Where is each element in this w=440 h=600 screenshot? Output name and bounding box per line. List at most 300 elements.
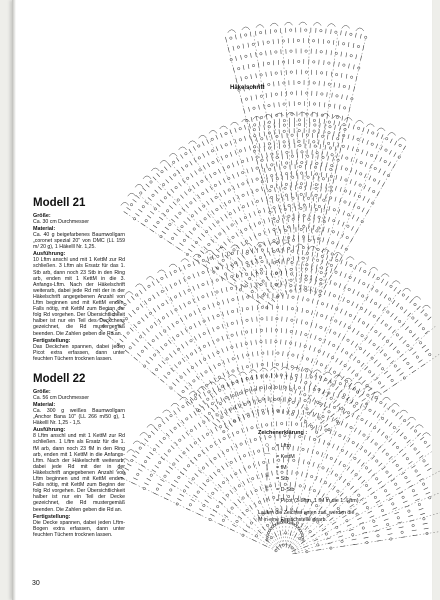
model22-fan-stitch [263, 545, 267, 547]
model21-fan-stitch [254, 246, 256, 250]
middle-fan-chain [231, 334, 233, 336]
middle-fan-stitch [321, 420, 325, 423]
model21-fan-stitch [252, 274, 255, 278]
model22-fan-chain [381, 509, 383, 511]
model21-fan-stitch [269, 251, 271, 256]
middle-fan-stitch [157, 305, 160, 309]
upper-wedge-stitch [274, 124, 275, 129]
model21-fan-stitch [216, 135, 218, 139]
model22-fan-stitch [226, 478, 229, 482]
upper-wedge-stitch [331, 50, 332, 55]
model22-fan-stitch [180, 494, 184, 496]
model22-fan-stitch [385, 419, 388, 423]
middle-fan-stitch [153, 308, 156, 312]
model21-fan-stitch [390, 139, 392, 143]
model22-fan-chain [163, 437, 165, 439]
model21-fan-stitch [350, 179, 352, 184]
model22-fan-chain [310, 425, 312, 427]
upper-wedge-chain [291, 155, 293, 157]
middle-fan-stitch [228, 358, 230, 363]
upper-wedge-chain [245, 55, 247, 57]
model-22-size-heading: Größe: [33, 389, 51, 395]
model21-fan-stitch [367, 129, 369, 134]
model22-fan-stitch [378, 481, 382, 484]
upper-wedge-stitch [263, 62, 264, 67]
middle-fan-chain [336, 308, 338, 310]
model21-fan-stitch [235, 128, 237, 133]
middle-fan-chain [247, 296, 249, 298]
model21-fan-chain [332, 242, 334, 244]
upper-wedge-chain [275, 51, 277, 53]
model22-fan-chain [148, 435, 150, 437]
model21-fan-chain [300, 183, 302, 185]
model21-fan-chain [214, 172, 216, 174]
middle-fan-scallop [422, 305, 430, 308]
middle-fan-chain [290, 284, 292, 286]
model21-fan-stitch [191, 245, 195, 248]
upper-wedge-chain [330, 168, 332, 170]
model21-fan-chain [315, 194, 317, 196]
middle-fan-stitch [212, 279, 213, 284]
upper-wedge-stitch [321, 208, 322, 213]
middle-fan-chain [217, 302, 219, 304]
model22-fan-stitch [219, 439, 221, 443]
model21-fan-chain [283, 141, 285, 143]
upper-wedge-scallop [299, 22, 307, 25]
middle-fan-stitch [400, 373, 404, 376]
model22-fan-stitch [338, 407, 340, 412]
model21-fan-chain [370, 154, 372, 156]
middle-fan-stitch [416, 337, 420, 340]
upper-wedge-chain [252, 43, 254, 45]
model21-fan-stitch [269, 218, 270, 223]
model21-fan-stitch [324, 119, 325, 124]
middle-fan-chain [306, 408, 308, 410]
middle-fan-stitch [390, 343, 393, 346]
model21-fan-stitch [244, 125, 245, 130]
model22-fan-chain [395, 483, 397, 485]
middle-fan-stitch [208, 355, 210, 359]
model22-fan-stitch [377, 414, 380, 418]
upper-wedge-stitch [272, 156, 273, 161]
model21-fan-chain [190, 202, 192, 204]
middle-fan-chain [317, 401, 319, 403]
model21-fan-chain [198, 145, 200, 147]
model21-fan-stitch [349, 202, 351, 207]
upper-wedge-chain [313, 82, 315, 84]
upper-wedge-chain [290, 71, 292, 73]
model21-fan-stitch [283, 247, 284, 252]
model22-fan-stitch [221, 411, 223, 415]
model21-fan-stitch [196, 182, 199, 186]
center-ring-chain [270, 528, 272, 530]
middle-fan-chain [262, 295, 264, 297]
middle-fan-stitch [301, 367, 302, 372]
middle-fan-chain [261, 260, 263, 262]
model21-fan-stitch [377, 133, 379, 138]
middle-fan-stitch [316, 324, 317, 329]
upper-wedge-stitch [225, 37, 226, 42]
model21-fan-chain [288, 226, 290, 228]
model21-fan-chain [285, 183, 287, 185]
middle-fan-stitch [172, 323, 175, 327]
model22-fan-stitch [258, 412, 259, 417]
model21-fan-stitch [353, 125, 354, 130]
model21-fan-chain [346, 236, 348, 238]
model22-fan-chain [356, 402, 358, 404]
middle-fan-chain [291, 308, 293, 310]
model22-fan-stitch [185, 485, 189, 488]
model21-fan-chain [239, 128, 241, 130]
model21-fan-stitch [339, 121, 340, 126]
model22-fan-stitch [392, 442, 395, 445]
middle-fan-stitch [296, 377, 297, 382]
middle-fan-chain [162, 303, 164, 305]
model21-fan-stitch [207, 151, 209, 155]
middle-fan-scallop [283, 243, 291, 246]
middle-fan-chain [306, 252, 308, 254]
middle-fan-stitch [425, 349, 429, 352]
middle-fan-chain [321, 255, 323, 257]
middle-fan-stitch [310, 334, 311, 339]
model22-fan-chain [341, 540, 343, 542]
middle-fan-chain [305, 275, 307, 277]
upper-wedge-stitch [320, 144, 321, 149]
upper-wedge-chain [276, 178, 278, 180]
model21-fan-stitch [174, 233, 178, 236]
upper-wedge-chain [275, 93, 277, 95]
model-21-size-text: Ca. 30 cm Durchmesser [33, 219, 89, 225]
upper-wedge-chain [313, 61, 315, 63]
middle-fan-stitch [328, 341, 330, 345]
model21-fan-stitch [187, 218, 190, 221]
model21-fan-chain [303, 215, 305, 217]
model22-fan-stitch [254, 503, 256, 507]
model22-fan-stitch [250, 389, 251, 394]
upper-wedge-chain [276, 199, 278, 201]
middle-fan-stitch [380, 292, 383, 296]
middle-fan-stitch [251, 329, 252, 334]
model22-fan-stitch [253, 518, 256, 522]
middle-fan-stitch [226, 347, 228, 352]
middle-fan-chain [177, 335, 179, 337]
middle-fan-stitch [237, 320, 238, 325]
model22-fan-stitch [264, 386, 265, 391]
middle-fan-stitch [199, 334, 201, 338]
model22-fan-chain [412, 524, 414, 526]
model22-fan-chain [339, 383, 341, 385]
middle-fan-chain [174, 283, 176, 285]
middle-fan-stitch [339, 321, 341, 325]
model21-fan-chain [298, 140, 300, 142]
model21-fan-chain [320, 271, 322, 273]
model22-fan-stitch [253, 463, 255, 468]
model22-fan-stitch [155, 428, 158, 431]
model21-fan-stitch [351, 226, 353, 230]
model21-fan-stitch [259, 122, 260, 127]
middle-fan-chain [231, 275, 233, 277]
model21-fan-stitch [268, 229, 270, 234]
model22-fan-chain [381, 417, 383, 419]
model22-fan-stitch [226, 463, 229, 467]
model22-fan-stitch [388, 475, 392, 478]
model22-fan-chain [216, 414, 218, 416]
model22-fan-stitch [214, 488, 218, 491]
middle-fan-chain [361, 335, 363, 337]
upper-wedge-stitch [251, 96, 252, 101]
model21-fan-chain [283, 130, 285, 132]
model21-fan-stitch [133, 199, 137, 202]
model-22-size-text: Ca. 56 cm Durchmesser [33, 395, 89, 401]
model21-fan-stitch [225, 214, 228, 218]
middle-fan-stitch [300, 417, 303, 421]
model21-fan-chain [161, 171, 163, 173]
model21-fan-stitch [314, 225, 315, 230]
upper-wedge-stitch [283, 239, 284, 244]
model21-fan-chain [228, 201, 230, 203]
model21-fan-chain [360, 173, 362, 175]
model22-fan-stitch [384, 519, 389, 521]
middle-fan-chain [375, 330, 377, 332]
model22-fan-stitch [194, 411, 197, 415]
model21-fan-scallop [169, 153, 177, 156]
model21-fan-stitch [157, 173, 160, 177]
model21-fan-spoke [139, 195, 269, 304]
model22-fan-stitch [304, 386, 305, 391]
model21-fan-stitch [223, 179, 225, 183]
model-22-material-text: Ca. 300 g weißes Baumwollgarn „Anchor Bana 10" (LL 266 m/50 g), 1 Häkelll Nr. 1,25 - 1,5. [33, 408, 125, 427]
middle-fan-stitch [134, 324, 137, 328]
model21-fan-chain [285, 173, 287, 175]
model21-fan-stitch [235, 139, 237, 144]
middle-fan-stitch [183, 372, 186, 376]
model22-fan-stitch [368, 511, 372, 513]
model21-fan-stitch [210, 186, 213, 190]
model22-fan-stitch [224, 515, 228, 518]
model22-fan-stitch [235, 392, 236, 397]
upper-wedge-stitch [251, 74, 252, 79]
middle-fan-stitch [223, 373, 225, 377]
middle-fan-stitch [153, 295, 156, 299]
model22-fan-scallop [422, 433, 430, 436]
model22-fan-stitch [420, 437, 424, 440]
middle-fan-stitch [301, 320, 302, 325]
model22-fan-chain [164, 475, 166, 477]
model22-fan-chain [376, 478, 378, 480]
model22-fan-chain [237, 431, 239, 433]
model22-fan-stitch [247, 479, 249, 483]
upper-wedge-chain [343, 85, 345, 87]
middle-fan-stitch [242, 249, 243, 254]
model22-fan-stitch [378, 446, 381, 450]
upper-wedge-scallop [242, 27, 250, 30]
legend-title: Zeichenerklärung : [258, 430, 308, 436]
middle-fan-stitch [340, 361, 343, 365]
middle-fan-chain [414, 303, 416, 305]
model22-fan-scallop [239, 372, 247, 375]
middle-fan-stitch [348, 367, 351, 371]
middle-fan-stitch [412, 334, 416, 337]
model21-fan-chain [251, 291, 253, 293]
model21-fan-scallop [160, 160, 168, 163]
model22-fan-stitch [265, 398, 266, 403]
middle-fan-stitch [179, 267, 181, 271]
model21-fan-stitch [336, 164, 337, 169]
model22-fan-spoke [122, 478, 276, 551]
upper-wedge-stitch [347, 95, 348, 100]
model22-fan-stitch [175, 459, 179, 462]
model21-fan-stitch [249, 213, 251, 217]
model22-fan-stitch [155, 465, 159, 468]
model21-fan-chain [245, 228, 247, 230]
model21-fan-stitch [171, 189, 174, 193]
model21-fan-chain [232, 236, 234, 238]
model22-fan-chain [183, 452, 185, 454]
middle-fan-chain [232, 370, 234, 372]
middle-fan-stitch [311, 359, 313, 364]
model21-fan-spoke [190, 151, 279, 296]
model22-fan-chain [376, 460, 378, 462]
middle-fan-stitch [142, 332, 145, 336]
model22-fan-chain [265, 375, 267, 377]
middle-fan-stitch [288, 294, 289, 299]
upper-wedge-stitch [280, 229, 281, 234]
model21-fan-chain [271, 175, 273, 177]
middle-fan-chain [377, 277, 379, 279]
middle-fan-stitch [390, 361, 394, 364]
model22-fan-scallop [408, 417, 416, 420]
model22-fan-stitch [253, 413, 254, 418]
model21-fan-stitch [209, 227, 212, 231]
model22-fan-stitch [174, 411, 177, 415]
middle-fan-stitch [300, 379, 302, 384]
model22-fan-stitch [248, 452, 250, 457]
model22-fan-stitch [368, 452, 371, 456]
model22-fan-stitch [389, 423, 392, 427]
model21-fan-chain [202, 192, 204, 194]
model22-fan-stitch [271, 422, 272, 427]
middle-fan-stitch [287, 306, 288, 311]
middle-fan-stitch [208, 317, 210, 321]
middle-fan-stitch [297, 249, 298, 254]
middle-fan-scallop [135, 284, 143, 287]
model22-fan-stitch [372, 473, 376, 476]
middle-fan-stitch [302, 355, 303, 360]
middle-fan-stitch [242, 307, 243, 312]
middle-fan-stitch [409, 348, 413, 351]
middle-fan-chain [231, 252, 233, 254]
model21-fan-stitch [351, 157, 352, 162]
model21-fan-stitch [163, 213, 167, 216]
middle-fan-chain [375, 396, 377, 398]
model21-fan-stitch [244, 136, 245, 141]
model21-fan-chain [219, 233, 221, 235]
model21-fan-stitch [230, 141, 232, 146]
middle-fan-chain [161, 277, 163, 279]
middle-fan-stitch [176, 379, 179, 382]
model22-fan-chain [424, 441, 426, 443]
upper-wedge-chain [350, 55, 352, 57]
middle-fan-stitch [381, 279, 383, 283]
model21-fan-stitch [394, 153, 396, 157]
middle-fan-chain [321, 314, 323, 316]
middle-fan-stitch [168, 340, 171, 344]
model21-fan-stitch [352, 147, 353, 152]
middle-fan-stitch [283, 398, 284, 403]
middle-fan-chain [230, 287, 232, 289]
model22-fan-chain [415, 470, 417, 472]
model22-fan-stitch [280, 531, 281, 536]
model22-fan-chain [252, 478, 254, 480]
model21-fan-stitch [190, 173, 193, 177]
model21-fan-stitch [274, 130, 275, 135]
model22-fan-chain [347, 412, 349, 414]
upper-wedge-stitch [331, 29, 332, 34]
middle-fan-stitch [226, 275, 227, 280]
middle-fan-stitch [394, 316, 397, 320]
middle-fan-chain [152, 340, 154, 342]
model21-fan-stitch [278, 226, 279, 231]
model22-fan-chain [198, 454, 200, 456]
model22-fan-stitch [392, 460, 396, 463]
middle-fan-stitch [362, 380, 366, 383]
upper-wedge-stitch [264, 168, 265, 173]
middle-fan-chain [202, 271, 204, 273]
model21-fan-chain [162, 184, 164, 186]
model22-fan-chain [390, 538, 392, 540]
upper-wedge-stitch [282, 197, 283, 202]
upper-wedge-stitch [333, 157, 334, 162]
model21-fan-stitch [224, 242, 227, 246]
model21-fan-stitch [238, 207, 240, 211]
model22-fan-stitch [186, 432, 189, 436]
middle-fan-stitch [392, 300, 395, 304]
middle-fan-chain [363, 283, 365, 285]
middle-fan-stitch [213, 315, 215, 320]
middle-fan-stitch [162, 361, 165, 364]
middle-fan-stitch [227, 252, 228, 257]
model22-fan-stitch [230, 394, 232, 399]
middle-fan-chain [305, 322, 307, 324]
model22-fan-chain [209, 518, 211, 520]
upper-wedge-stitch [334, 83, 335, 88]
model22-fan-stitch [303, 546, 308, 548]
middle-fan-stitch [139, 290, 142, 294]
model22-fan-stitch [174, 480, 178, 483]
middle-fan-stitch [184, 265, 186, 269]
middle-fan-stitch [168, 326, 171, 330]
upper-wedge-stitch [339, 83, 340, 88]
model21-fan-chain [211, 138, 213, 140]
model21-fan-stitch [237, 184, 239, 188]
model21-fan-chain [316, 259, 318, 261]
model22-fan-stitch [214, 442, 217, 446]
middle-fan-stitch [394, 287, 397, 291]
upper-wedge-chain [245, 34, 247, 36]
upper-wedge-chain [290, 50, 292, 52]
model21-fan-chain [191, 215, 193, 217]
middle-fan-stitch [228, 396, 230, 400]
model21-fan-stitch [180, 195, 183, 199]
upper-wedge-stitch [320, 165, 321, 170]
model22-fan-scallop [147, 425, 155, 428]
middle-fan-chain [394, 365, 396, 367]
middle-fan-scallop [413, 297, 421, 300]
middle-fan-stitch [227, 264, 228, 269]
model21-fan-stitch [198, 207, 201, 211]
model22-fan-stitch [316, 375, 317, 380]
model22-fan-scallop [260, 368, 268, 371]
